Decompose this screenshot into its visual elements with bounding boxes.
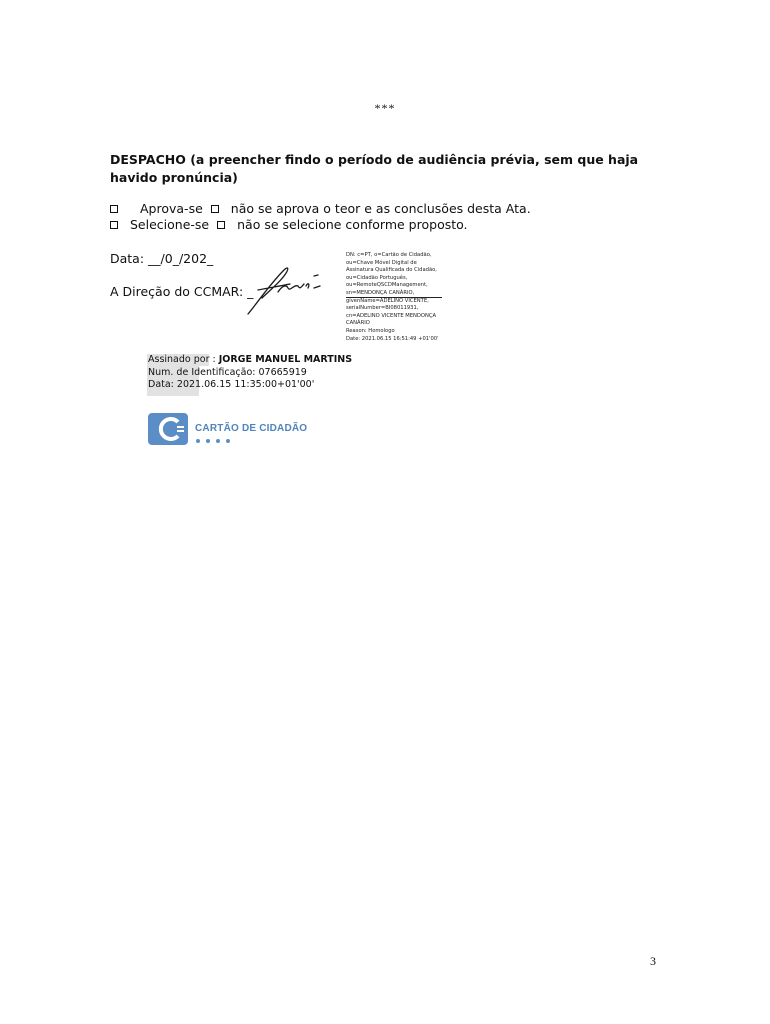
checkbox-select[interactable] <box>110 221 118 229</box>
handwritten-signature <box>244 262 330 320</box>
dn-line: Date: 2021.06.15 16:51:49 +01'00' <box>346 335 439 342</box>
dn-underline <box>346 297 442 298</box>
signer-name: JORGE MANUEL MARTINS <box>218 354 353 365</box>
date-field: Data: __/0_/202_ <box>110 251 214 266</box>
option-select-label: Selecione-se <box>130 217 210 232</box>
page-number: 3 <box>650 954 656 968</box>
cartao-cidadao-icon <box>148 413 188 445</box>
dn-line: ou=Cidadão Português, <box>346 274 408 281</box>
dn-line: cn=ADELINO VICENTE MENDONÇA <box>346 312 437 319</box>
signed-by-label: Assinado por : <box>148 354 216 365</box>
checkbox-not-approve[interactable] <box>211 205 219 213</box>
dn-line: DN: c=PT, o=Cartão de Cidadão, <box>346 252 432 258</box>
option-not-approve-label: não se aprova o teor e as conclusões desta Ata. <box>230 201 531 216</box>
option-line-approve <box>110 201 531 216</box>
cartao-cidadao-text: CARTÃO DE CIDADÃO <box>195 423 308 434</box>
signed-by-block <box>148 354 352 392</box>
direction-field: A Direção do CCMAR: _ <box>110 284 254 299</box>
dn-line: sn=MENDONÇA CANÁRIO, <box>346 289 415 296</box>
dn-line: serialNumber=BI08011931, <box>346 305 419 312</box>
option-line-select <box>110 217 468 232</box>
checkbox-not-select[interactable] <box>217 221 225 229</box>
dn-line: Reason: Homologo <box>346 327 395 334</box>
logo-dots <box>196 439 230 443</box>
dn-line: ou=RemoteQSCDManagement, <box>346 282 428 289</box>
dn-line: Assinatura Qualificada do Cidadão, <box>346 267 437 274</box>
option-not-select-label: não se selecione conforme proposto. <box>237 217 468 232</box>
signer-date: Data: 2021.06.15 11:35:00+01'00' <box>148 379 315 390</box>
checkbox-approve[interactable] <box>110 205 118 213</box>
dn-line: givenName=ADELINO VICENTE, <box>346 297 429 304</box>
signer-id: Num. de Identificação: 07665919 <box>148 366 307 378</box>
dn-line: ou=Chave Móvel Digital de <box>346 259 417 266</box>
dn-line: CANÁRIO <box>346 320 370 327</box>
despacho-heading: DESPACHO (a preencher findo o período de audiência prévia, sem que haja havido pronúncia) <box>110 152 639 185</box>
separator-asterisks: *** <box>374 101 396 115</box>
option-approve-label: Aprova-se <box>140 201 203 216</box>
